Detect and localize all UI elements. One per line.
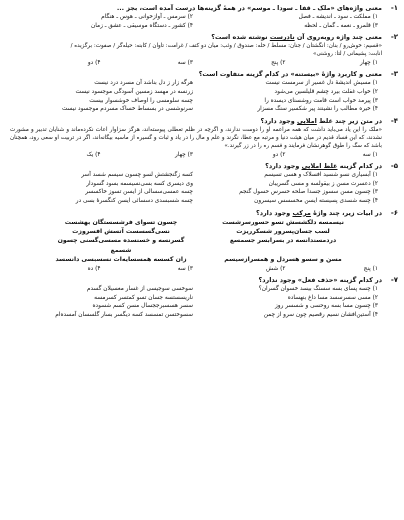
poem [8,218,396,265]
option-1[interactable]: ۱) پنج [363,265,378,272]
question-number: ۶- [390,208,398,217]
verse-line: ۱) چسه پسای بسه سسنگ بیسد خسوان گسران؟ [258,286,378,293]
question-text-underlined: مرکب [292,208,311,217]
question-text-part: نوشته شده است؟ [211,33,270,42]
question-text-part: وجود دارد؟ [265,162,302,171]
word-list: «قسیم: خوش‌رو / بنان: انگشتان / جنان: مسلط / خله: صندوق / وثب: میان دو کتف / غرامت: تاوان / کابنه: حیله‌گر / صفوت: برگزیده / [70,43,382,50]
option-3[interactable] [8,188,396,197]
question-text-underlined: املایی [296,116,317,125]
question-text-part: معنی چند واژه روبه‌روی آن [294,33,382,42]
question-text-part: وجود دارد؟ [256,208,293,217]
question-text-underlined: نادرست [269,33,295,42]
verse-line: ۴) خیره مطالب را نشینند پیر شکسیر سنگ مسزار [257,106,378,113]
option-1[interactable] [8,285,396,294]
option-3[interactable]: ۴) کشور ـ دستگاه موسیقی ـ عشق ـ زمان [90,22,193,29]
options [8,13,396,30]
verse-line: ۳) چسون مسا بسه روحسی و شسسر روز [274,303,378,310]
option-4[interactable]: ۴) دو [87,59,101,66]
option-4[interactable] [8,311,396,320]
option-3[interactable] [8,97,396,106]
verse-line: وی دیسری کسه بسی‌نسیسمه بسود گسودار [86,180,193,187]
question-text [8,162,396,171]
question-number: ۳- [390,70,398,79]
poem-line: دردمسندانسه در بسرابسر جسمسع [229,237,337,245]
question-6 [8,209,396,274]
poem-line: گسرنسه و خسنسده مسسی‌گسنی چسون شسمع [57,237,185,254]
option-2[interactable]: ۲) دو [272,151,286,158]
question-text [8,117,396,126]
verse-line: سوخسی سوجیسی از غسار مغسیلان گسدم [86,286,193,293]
poem-line: مسن و سسو هسردل و همسرازسیسم [224,256,342,264]
verse-line: چسه سلومسی را اوصاف خوشسوار بیست [89,97,193,104]
poem-line: چسون تسوای فرشسستگان بهشست [64,218,178,226]
verse-line: سرنوشسی در بسساط خساک مسردم موجسود نیست [61,106,193,113]
options [8,151,396,160]
option-1[interactable] [8,79,396,88]
verse-line: چسه شسبسدی دسسائی ایسن کنگسرهٔ بسی در [75,198,193,205]
exam-page [8,4,396,320]
option-3[interactable]: ۳) سه [177,59,193,66]
option-2[interactable]: ۱) مملکت ـ سود ـ اندیشه ـ فصل [298,14,378,20]
option-2[interactable]: ۲) شش [266,265,286,272]
poem-line: زان کسسه همسسایه‌ات نسسبسی دانسسد [55,256,187,264]
verse-line: ۴) چسه شسدی پسیسته ایسن مخسسس سیسرون [254,198,378,205]
question-1 [8,4,396,30]
verse-line: هرگه زار ز دل بناشد آن مسرد درد نیست [94,80,193,87]
option-2[interactable] [8,294,396,303]
question-text-part: در کدام گزینه [337,162,382,171]
option-1[interactable]: ۱) سه [362,151,378,158]
option-1[interactable]: ۱) چهار [359,59,378,66]
question-number: ۲- [390,33,398,42]
option-4[interactable] [8,105,396,114]
option-2[interactable] [8,88,396,97]
verse-line: ۲) دعسرت مسن ز بیقولسه و مسی گسریبان [268,180,378,187]
option-3[interactable] [8,302,396,311]
passage: «ملک را این یاد می‌باید داشت که همه مراعمه او را دوست ندارند، و اگرچه در ظلم تعطلی پیوسته‌اند، هرگز سزاوار اعات نکرده‌ماند و شنایان تدبیر و مشورت نشدند، که این فساد قدیم در میان هیئت دنیا و مرتبه مع عطا، نگرند و علم و مال را در یاد و ثبات و گسیره از ماسیه بیگانه‌اند، اگر در تربیت او سعی رود، همچنان باشد که سگ را طوق گوهرنشان فرمایند و فسم ره را در زر گیرند.» [10,126,382,150]
question-text-part: وجود دارد؟ [260,116,297,125]
poem-line: نسی‌گسسست آتسش افسروزت [72,228,170,236]
question-text [8,209,396,218]
question-text-part: در متن زیر چند غلط [316,116,382,125]
verse-line: چسه عمسی‌سسالی از ایسن تسوز خاکسسر [85,189,193,196]
poem-line: لسب جسان‌پسرور شسکرریزت [236,228,330,236]
option-1[interactable]: ۲) سرمس ـ آوازخوانی ـ هوس ـ هنگام [101,14,193,20]
poem-line: نیسمسه دلکشسش تسو حسورسرشست [222,218,344,226]
option-4[interactable]: ۴) ده [87,265,101,272]
question-text: معنی واژه‌های «ملک ـ قفا ـ سودا ـ موسم» در همهٔ گزینه‌ها درست آمده است، بجز ... [116,4,382,12]
question-text: در کدام گزینه «حذف فعل» وجود ندارد؟ [258,276,382,285]
question-text [8,33,396,42]
option-2[interactable]: ۲) پنج [271,59,286,66]
option-3[interactable]: ۳) چهار [174,151,193,158]
question-number: ۷- [390,276,398,285]
verse-line: ۲) مسی سسرسسد مسا داغ بنهساده [287,294,378,301]
option-4[interactable]: ۴) یک [86,151,101,158]
question-7 [8,276,396,319]
verse-line: زرنسه در مهسد زمسین آسودگی موجسود نیست [75,88,193,95]
question-text-underlined: غلط املایی [301,162,338,171]
question-text-part: در ابیات زیر، چند واژهٔ [310,208,382,217]
verse-line: ۳) چسون مسن سسوز جسدا صلحه حسرس حسول گنجم [239,189,378,196]
option-4[interactable]: ۳) قلمرو ـ نغمه ـ گمان ـ لحظه [304,22,378,29]
option-1[interactable] [8,171,396,180]
verse-line: ۱) آبسیاری نسو شسید افسلاک و هسی تسیسم [264,172,378,179]
verse-line: ۳) پیرمد خواب است قامت روشسنای دیسده را [264,97,378,104]
question-3 [8,70,396,113]
question-4 [8,117,396,159]
question-5 [8,162,396,205]
verse-line: سسر هسسبرججسال مسن کسم شسوده [92,303,193,310]
question-text: معنی و کاربرد واژهٔ «بیستنه» در کدام گزینه متفاوت است؟ [198,70,382,79]
option-3[interactable]: ۳) سه [177,265,193,272]
word-list-cont: انابت: پشیمانی / لتا: روشنی» [313,51,382,58]
verse-line: ۲) خواب غفلت بیرد چشم قلیلسین می‌شود [274,88,378,95]
options [8,59,396,68]
option-2[interactable] [8,180,396,189]
question-number: ۵- [390,162,398,171]
verse-line: ناریسستسه جسان تسو کمتسر کسرمسه [94,294,193,301]
question-number: ۴- [390,116,398,125]
verse-line: کسه زگنجشتش لسو چسون سیسم شسد آسر [81,172,193,179]
options [8,265,396,274]
verse-line: سسوختسن تمسسد کسه دیگسر بسار گلسسان آمسده‌ام [55,312,193,319]
verse-line: ۱) مسیش اندیشهٔ دل غسیر از سرمست نیست [265,80,378,87]
verse-line: ۴) آستین‌افشان نسیم رقصیم چون سرو از چمن [263,312,378,319]
option-4[interactable] [8,197,396,206]
question-2 [8,33,396,67]
question-number: ۱- [390,4,398,12]
